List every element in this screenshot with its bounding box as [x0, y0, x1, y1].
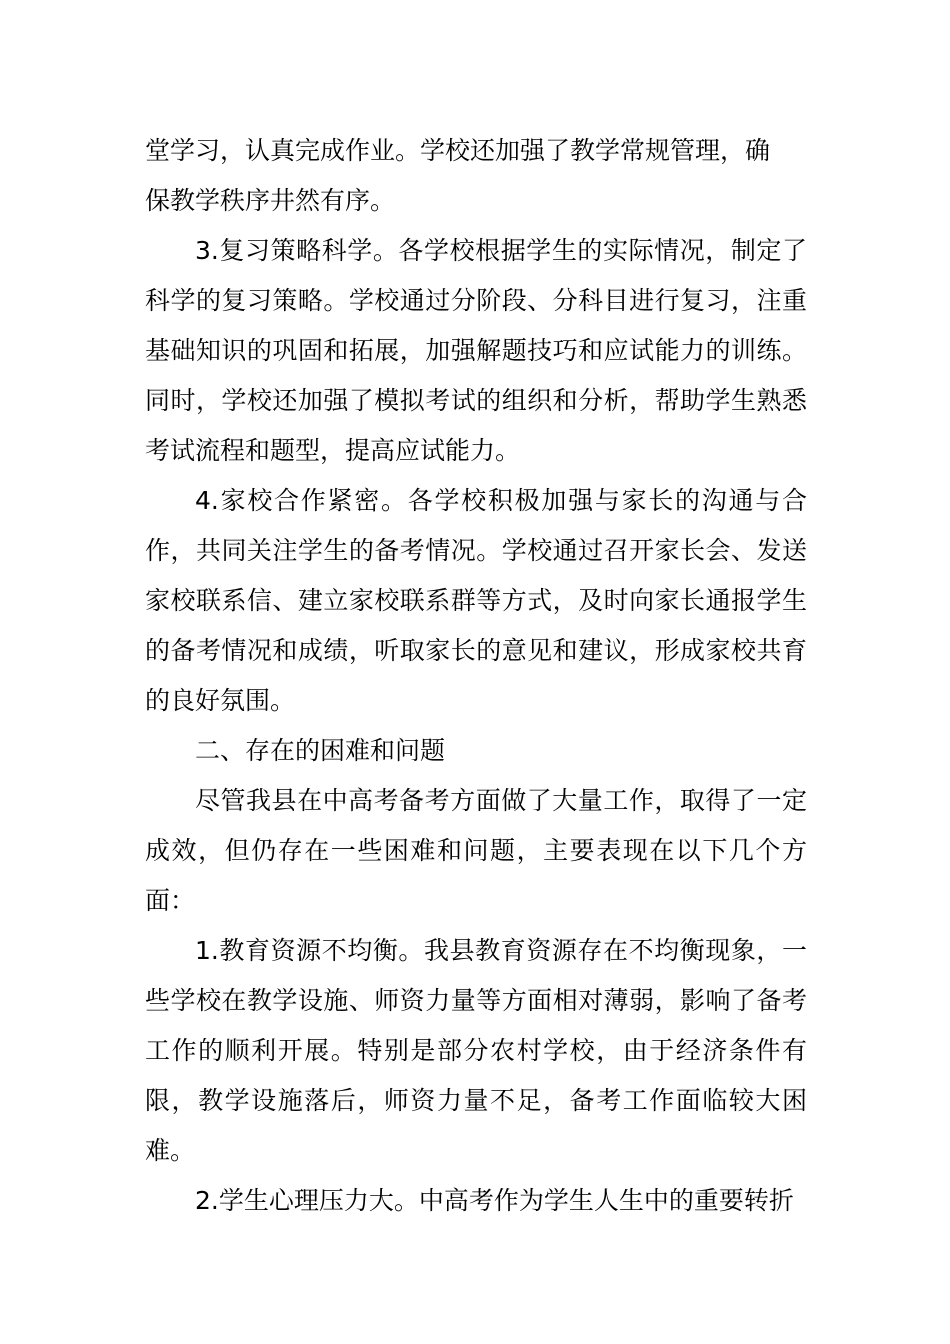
- text-line: 4.家校合作紧密。各学校积极加强与家长的沟通与合作，: [145, 486, 807, 565]
- text-line: 共同关注学生的备考情况。学校通过召开家长会、发送家: [145, 536, 807, 615]
- text-line: 二、存在的困难和问题: [195, 736, 446, 765]
- text-line: 尽管我县在中高考备考方面做了大量工作，取得了一: [195, 786, 782, 815]
- text-line: 2.学生心理压力大。中高考作为学生人生中的重要转折: [195, 1186, 794, 1215]
- text-line: 重基础知识的巩固和拓展，加强解题技巧和应试能力的训: [145, 286, 807, 365]
- text-line: 育的良好氛围。: [145, 636, 807, 715]
- text-line: 方面：: [145, 836, 807, 915]
- text-line: 的备考情况和成绩，听取家长的意见和建议，形成家校共: [145, 636, 782, 665]
- text-line: 生熟悉考试流程和题型，提高应试能力。: [145, 386, 807, 465]
- paragraph-review-strategy: [145, 226, 807, 476]
- paragraph-home-school-cooperation: [145, 476, 807, 726]
- paragraph-student-pressure: [145, 1176, 807, 1226]
- text-line: 3.复习策略科学。各学校根据学生的实际情况，制定了: [195, 236, 807, 265]
- section-heading-problems: [145, 726, 807, 776]
- text-line: 1.教育资源不均衡。我县教育资源存在不均衡现象，一: [195, 936, 807, 965]
- text-line: 困难。: [145, 1086, 807, 1165]
- text-line: 堂学习，认真完成作业。学校还加强了教学常规管理，确: [145, 136, 771, 165]
- paragraph-resource-imbalance: [145, 926, 807, 1176]
- paragraph-problems-intro: [145, 776, 807, 926]
- document-body: [145, 126, 807, 1226]
- text-line: 有限，教学设施落后，师资力量不足，备考工作面临较大: [145, 1036, 807, 1115]
- paragraph-study-continuation: [145, 126, 807, 226]
- text-line: 校联系信、建立家校联系群等方式，及时向家长通报学生: [170, 586, 807, 615]
- text-line: 练。同时，学校还加强了模拟考试的组织和分析，帮助学: [145, 336, 807, 415]
- text-line: 保教学秩序井然有序。: [145, 186, 396, 215]
- text-line: 定成效，但仍存在一些困难和问题，主要表现在以下几个: [145, 786, 807, 865]
- text-line: 些学校在教学设施、师资力量等方面相对薄弱，影响了备: [145, 986, 782, 1015]
- text-line: 科学的复习策略。学校通过分阶段、分科目进行复习，注: [145, 286, 782, 315]
- text-line: 考工作的顺利开展。特别是部分农村学校，由于经济条件: [145, 986, 807, 1065]
